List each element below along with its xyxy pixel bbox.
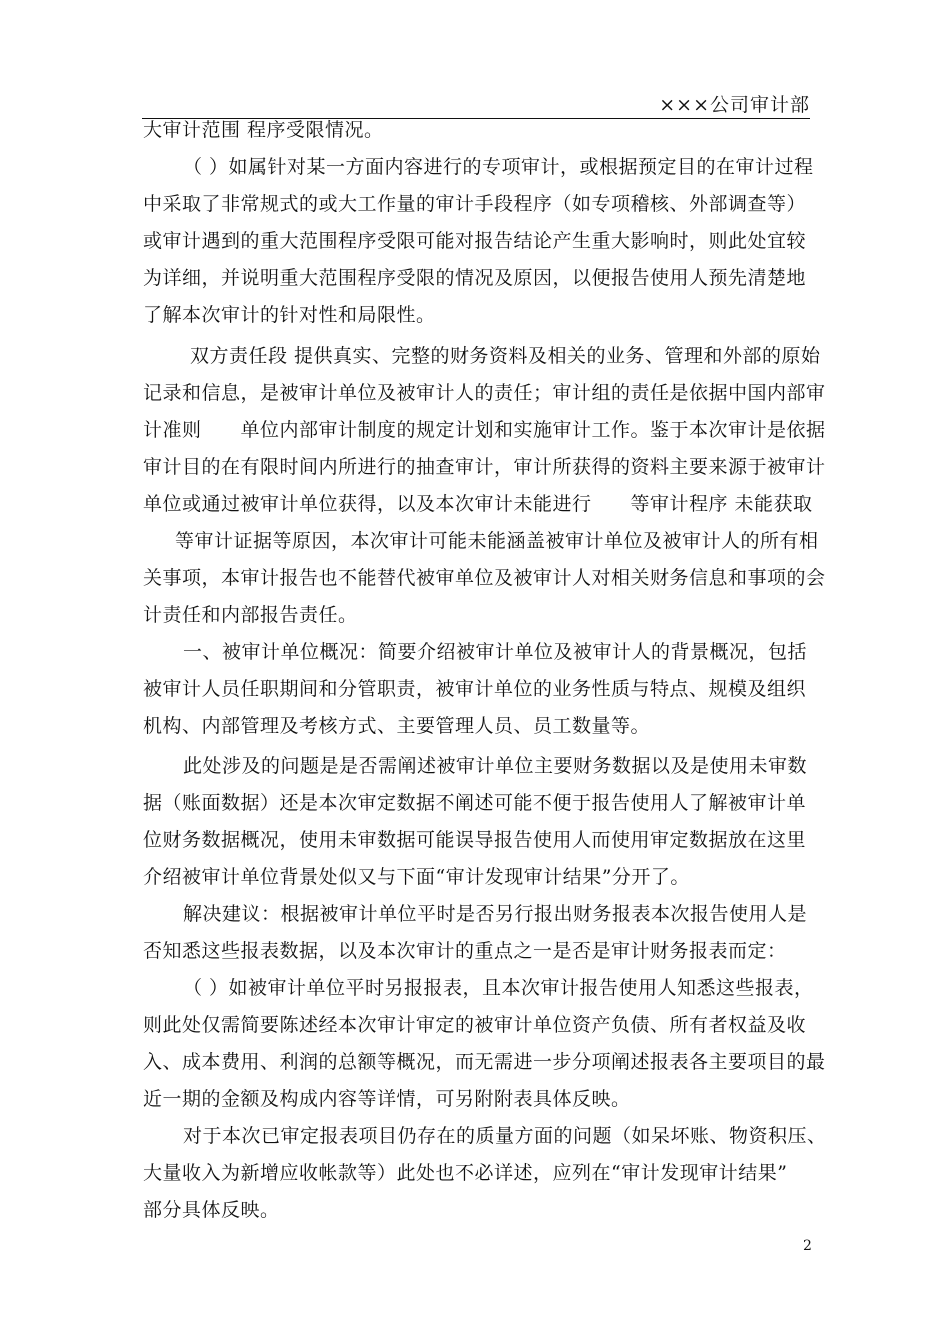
text-line: 据（账面数据）还是本次审定数据不阐述可能不便于报告使用人了解被审计单 <box>143 792 807 814</box>
text-line: （ ）如属针对某一方面内容进行的专项审计，或根据预定目的在审计过程 <box>183 156 814 178</box>
text-line: 单位或通过被审计单位获得，以及本次审计未能进行 等审计程序 未能获取 <box>143 493 813 515</box>
text-line: 双方责任段 提供真实、完整的财务资料及相关的业务、管理和外部的原始 <box>190 345 821 367</box>
text-line: 为详细，并说明重大范围程序受限的情况及原因，以便报告使用人预先清楚地 <box>143 267 807 289</box>
text-line: 机构、内部管理及考核方式、主要管理人员、员工数量等。 <box>143 715 651 737</box>
text-line: 大量收入为新增应收帐款等）此处也不必详述，应列在“审计发现审计结果” <box>143 1162 788 1184</box>
text-line: 介绍被审计单位背景处似又与下面“审计发现审计结果”分开了。 <box>143 866 690 888</box>
text-line: 或审计遇到的重大范围程序受限可能对报告结论产生重大影响时，则此处宜较 <box>143 230 807 252</box>
text-line: 解决建议：根据被审计单位平时是否另行报出财务报表本次报告使用人是 <box>183 903 808 925</box>
text-line: 大审计范围 程序受限情况。 <box>143 119 384 141</box>
text-line: 计责任和内部报告责任。 <box>143 604 358 626</box>
text-line: 近一期的金额及构成内容等详情，可另附附表具体反映。 <box>143 1088 631 1110</box>
text-line: 中采取了非常规式的或大工作量的审计手段程序（如专项稽核、外部调查等） <box>143 193 807 215</box>
text-line: 此处涉及的问题是是否需阐述被审计单位主要财务数据以及是使用未审数 <box>183 755 808 777</box>
text-line: 对于本次已审定报表项目仍存在的质量方面的问题（如呆坏账、物资积压、 <box>183 1125 827 1147</box>
text-line: 入、成本费用、利润的总额等概况，而无需进一步分项阐述报表各主要项目的最 <box>143 1051 826 1073</box>
text-line: 一、被审计单位概况：简要介绍被审计单位及被审计人的背景概况，包括 <box>183 641 808 663</box>
text-line: 审计目的在有限时间内所进行的抽查审计，审计所获得的资料主要来源于被审计 <box>143 456 826 478</box>
page-header-company: ×××公司审计部 <box>659 94 810 116</box>
text-line: 计准则 单位内部审计制度的规定计划和实施审计工作。鉴于本次审计是依据 <box>143 419 826 441</box>
text-line: 记录和信息，是被审计单位及被审计人的责任；审计组的责任是依据中国内部审 <box>143 382 826 404</box>
text-line: 被审计人员任职期间和分管职责，被审计单位的业务性质与特点、规模及组织 <box>143 678 807 700</box>
text-line: （ ）如被审计单位平时另报报表，且本次审计报告使用人知悉这些报表， <box>183 977 814 999</box>
text-line: 则此处仅需简要陈述经本次审计审定的被审计单位资产负债、所有者权益及收 <box>143 1014 807 1036</box>
text-line: 否知悉这些报表数据，以及本次审计的重点之一是否是审计财务报表而定： <box>143 940 787 962</box>
text-line: 部分具体反映。 <box>143 1199 280 1221</box>
text-line: 关事项，本审计报告也不能替代被审单位及被审计人对相关财务信息和事项的会 <box>143 567 826 589</box>
page-number: 2 <box>803 1238 812 1254</box>
text-line: 位财务数据概况，使用未审数据可能误导报告使用人而使用审定数据放在这里 <box>143 829 807 851</box>
text-line: 等审计证据等原因，本次审计可能未能涵盖被审计单位及被审计人的所有相 <box>175 530 819 552</box>
text-line: 了解本次审计的针对性和局限性。 <box>143 304 436 326</box>
